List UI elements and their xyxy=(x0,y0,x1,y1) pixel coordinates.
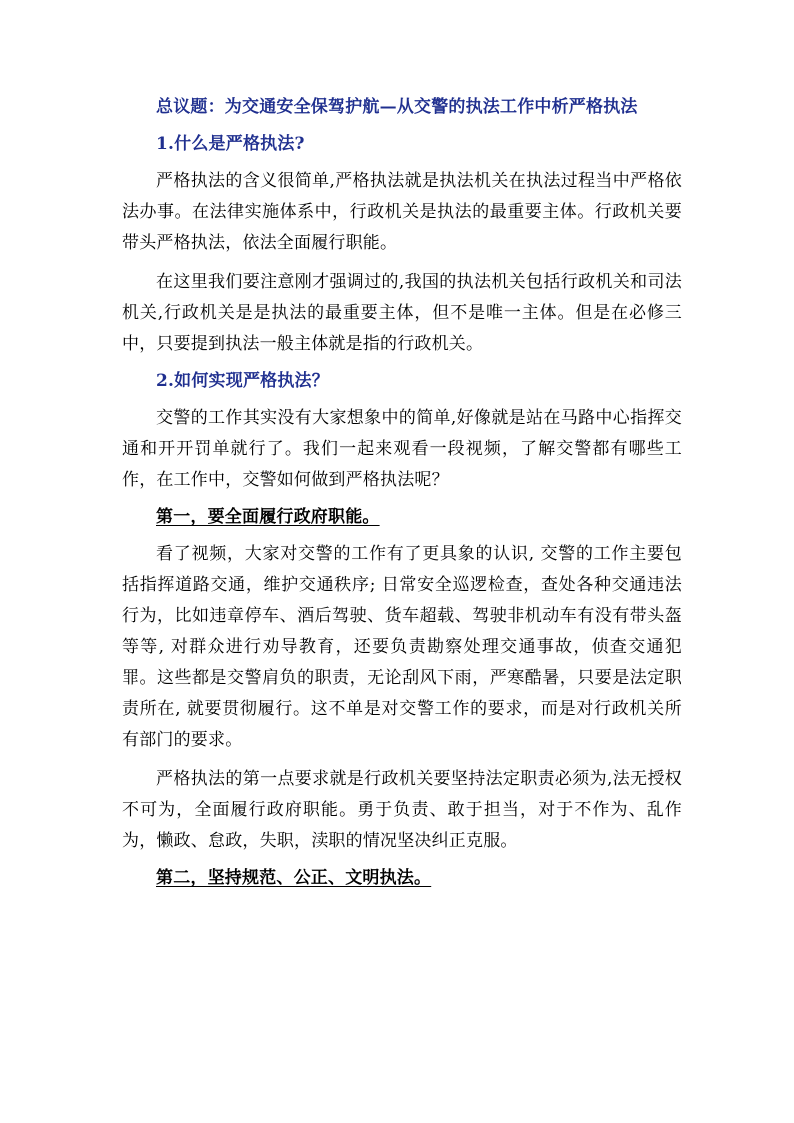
paragraph-3-1: 看了视频，大家对交警的工作有了更具象的认识, 交警的工作主要包括指挥道路交通，维护交通秩序; 日常安全巡逻检查，查处各种交通违法行为，比如违章停车、酒后驾驶、货车超载、驾驶非机动车有没有带头盔等等, 对群众进行劝导教育，还要负责勘察处理交通事故，侦查交通犯罪。这些都是交警肩负的职责，无论刮风下雨，严寒酷暑，只要是法定职责所在, 就要贯彻履行。这不单是对交警工作的要求，而是对行政机关所有部门的要求。 xyxy=(122,544,682,750)
section-heading-3: 第一，要全面履行政府职能。 xyxy=(156,507,380,527)
document-page xyxy=(122,92,682,894)
paragraph-2-1: 交警的工作其实没有大家想象中的简单,好像就是站在马路中心指挥交通和开开罚单就行了。我们一起来观看一段视频，了解交警都有哪些工作，在工作中，交警如何做到严格执法呢？ xyxy=(122,408,682,490)
document-title: 总议题：为交通安全保驾护航—从交警的执法工作中析严格执法 xyxy=(156,97,638,117)
spacer xyxy=(122,756,682,764)
section-heading-2: 2.如何实现严格执法？ xyxy=(156,371,329,391)
paragraph-1-2: 在这里我们要注意刚才强调过的,我国的执法机关包括行政机关和司法机关,行政机关是是执法的最重要主体，但不是唯一主体。但是在必修三中，只要提到执法一般主体就是指的行政机关。 xyxy=(122,272,682,354)
paragraph-3-2: 严格执法的第一点要求就是行政机关要坚持法定职责必须为,法无授权不可为，全面履行政府职能。勇于负责、敢于担当，对于不作为、乱作为，懒政、怠政，失职，渎职的情况坚决纠正克服。 xyxy=(122,769,682,851)
section-heading-1: 1.什么是严格执法? xyxy=(156,134,305,154)
section-heading-4: 第二，坚持规范、公正、文明执法。 xyxy=(156,868,432,888)
paragraph-1-1: 严格执法的含义很简单,严格执法就是执法机关在执法过程当中严格依法办事。在法律实施体系中，行政机关是执法的最重要主体。行政机关要带头严格执法，依法全面履行职能。 xyxy=(122,171,682,253)
spacer xyxy=(122,259,682,267)
